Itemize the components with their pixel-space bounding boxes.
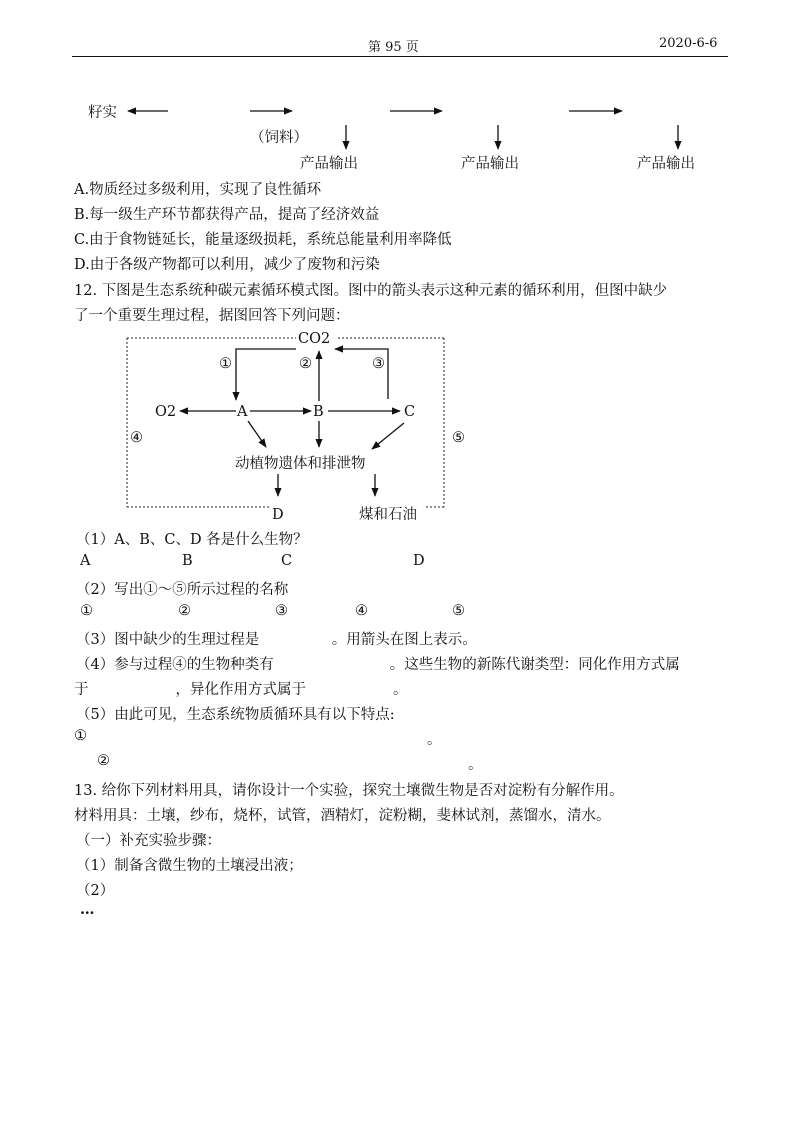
node-o2: O2 (155, 404, 177, 420)
option-b: B.每一级生产环节都获得产品，提高了经济效益 (74, 207, 380, 223)
q12-sub2-label-3: ③ (275, 603, 288, 619)
q12-sub2-label-5: ⑤ (452, 603, 465, 619)
carbon-cycle-diagram (127, 331, 465, 523)
process-number-1: ① (219, 356, 232, 372)
option-a: A.物质经过多级利用，实现了良性循环 (74, 182, 322, 198)
q13-materials: 材料用具：土壤，纱布，烧杯，试管，酒精灯，淀粉糊，斐林试剂，蒸馏水，清水。 (74, 808, 611, 824)
flow-output-label-2: 产品输出 (461, 156, 519, 172)
q12-sub5-item1-end: 。 (427, 732, 442, 748)
q12-intro-line2: 了一个重要生理过程，据图回答下列问题： (74, 308, 350, 324)
q13-step1: （1）制备含微生物的土壤浸出液； (76, 858, 303, 874)
q13-ellipsis: … (80, 901, 95, 918)
q12-sub5-item1: ① (74, 728, 87, 744)
arrow-a-to-remains (248, 421, 266, 447)
q12-sub2-label-2: ② (178, 603, 191, 619)
q12-sub1-label-c: C (281, 553, 293, 569)
q12-sub1-label-a: A (80, 553, 91, 569)
node-co2: CO2 (298, 331, 331, 347)
q12-intro-line1: 12. 下图是生态系统种碳元素循环模式图。图中的箭头表示这种元素的循环利用，但图中缺少 (74, 283, 668, 299)
flow-output-label-3: 产品输出 (637, 156, 695, 172)
q12-sub4-line2: 于 ，异化作用方式属于 。 (74, 682, 408, 698)
option-c: C.由于食物链延长，能量逐级损耗，系统总能量利用率降低 (74, 232, 452, 248)
node-b: B (313, 404, 324, 420)
node-c: C (404, 404, 416, 420)
q12-sub5-item2-end: 。 (468, 757, 483, 773)
q12-sub5: （5）由此可见，生态系统物质循环具有以下特点: (76, 707, 395, 723)
header-date: 2020-6-6 (659, 36, 718, 51)
q12-sub2-label-1: ① (80, 603, 93, 619)
q12-sub1-label-d: D (413, 553, 425, 569)
node-a: A (237, 404, 248, 420)
arrow-process-1 (236, 349, 296, 400)
arrow-c-to-remains (372, 423, 404, 449)
q12-sub2: （2）写出①～⑤所示过程的名称 (76, 582, 289, 598)
page-number: 第 95 页 (368, 40, 419, 55)
q12-sub4-line1: （4）参与过程④的生物种类有 。这些生物的新陈代谢类型：同化作用方式属 (76, 657, 680, 673)
q12-sub3: （3）图中缺少的生理过程是 。用箭头在图上表示。 (76, 632, 477, 648)
q12-sub1-label-b: B (182, 553, 193, 569)
production-flow-chart (88, 104, 695, 172)
process-number-3: ③ (372, 356, 385, 372)
q13-step2: （2） (76, 883, 115, 899)
option-d: D.由于各级产物都可以利用，减少了废物和污染 (74, 257, 380, 273)
flow-start-label: 籽实 (88, 105, 117, 121)
process-number-5: ⑤ (452, 430, 465, 446)
q12-sub2-label-4: ④ (355, 603, 368, 619)
node-fossil: 煤和石油 (359, 507, 417, 523)
node-d: D (272, 507, 284, 523)
process-number-4: ④ (130, 430, 143, 446)
q13-step-title: （一）补充实验步骤： (76, 833, 221, 849)
node-remains: 动植物遗体和排泄物 (235, 456, 366, 472)
q12-sub1: （1）A、B、C、D 各是什么生物？ (76, 532, 308, 548)
process-number-2: ② (299, 356, 312, 372)
q13-intro: 13. 给你下列材料用具，请你设计一个实验，探究土壤微生物是否对淀粉有分解作用。 (74, 783, 624, 799)
q12-sub5-item2: ② (97, 753, 110, 769)
flow-feed-label: （饲料） (250, 130, 308, 146)
flow-output-label-1: 产品输出 (300, 156, 358, 172)
